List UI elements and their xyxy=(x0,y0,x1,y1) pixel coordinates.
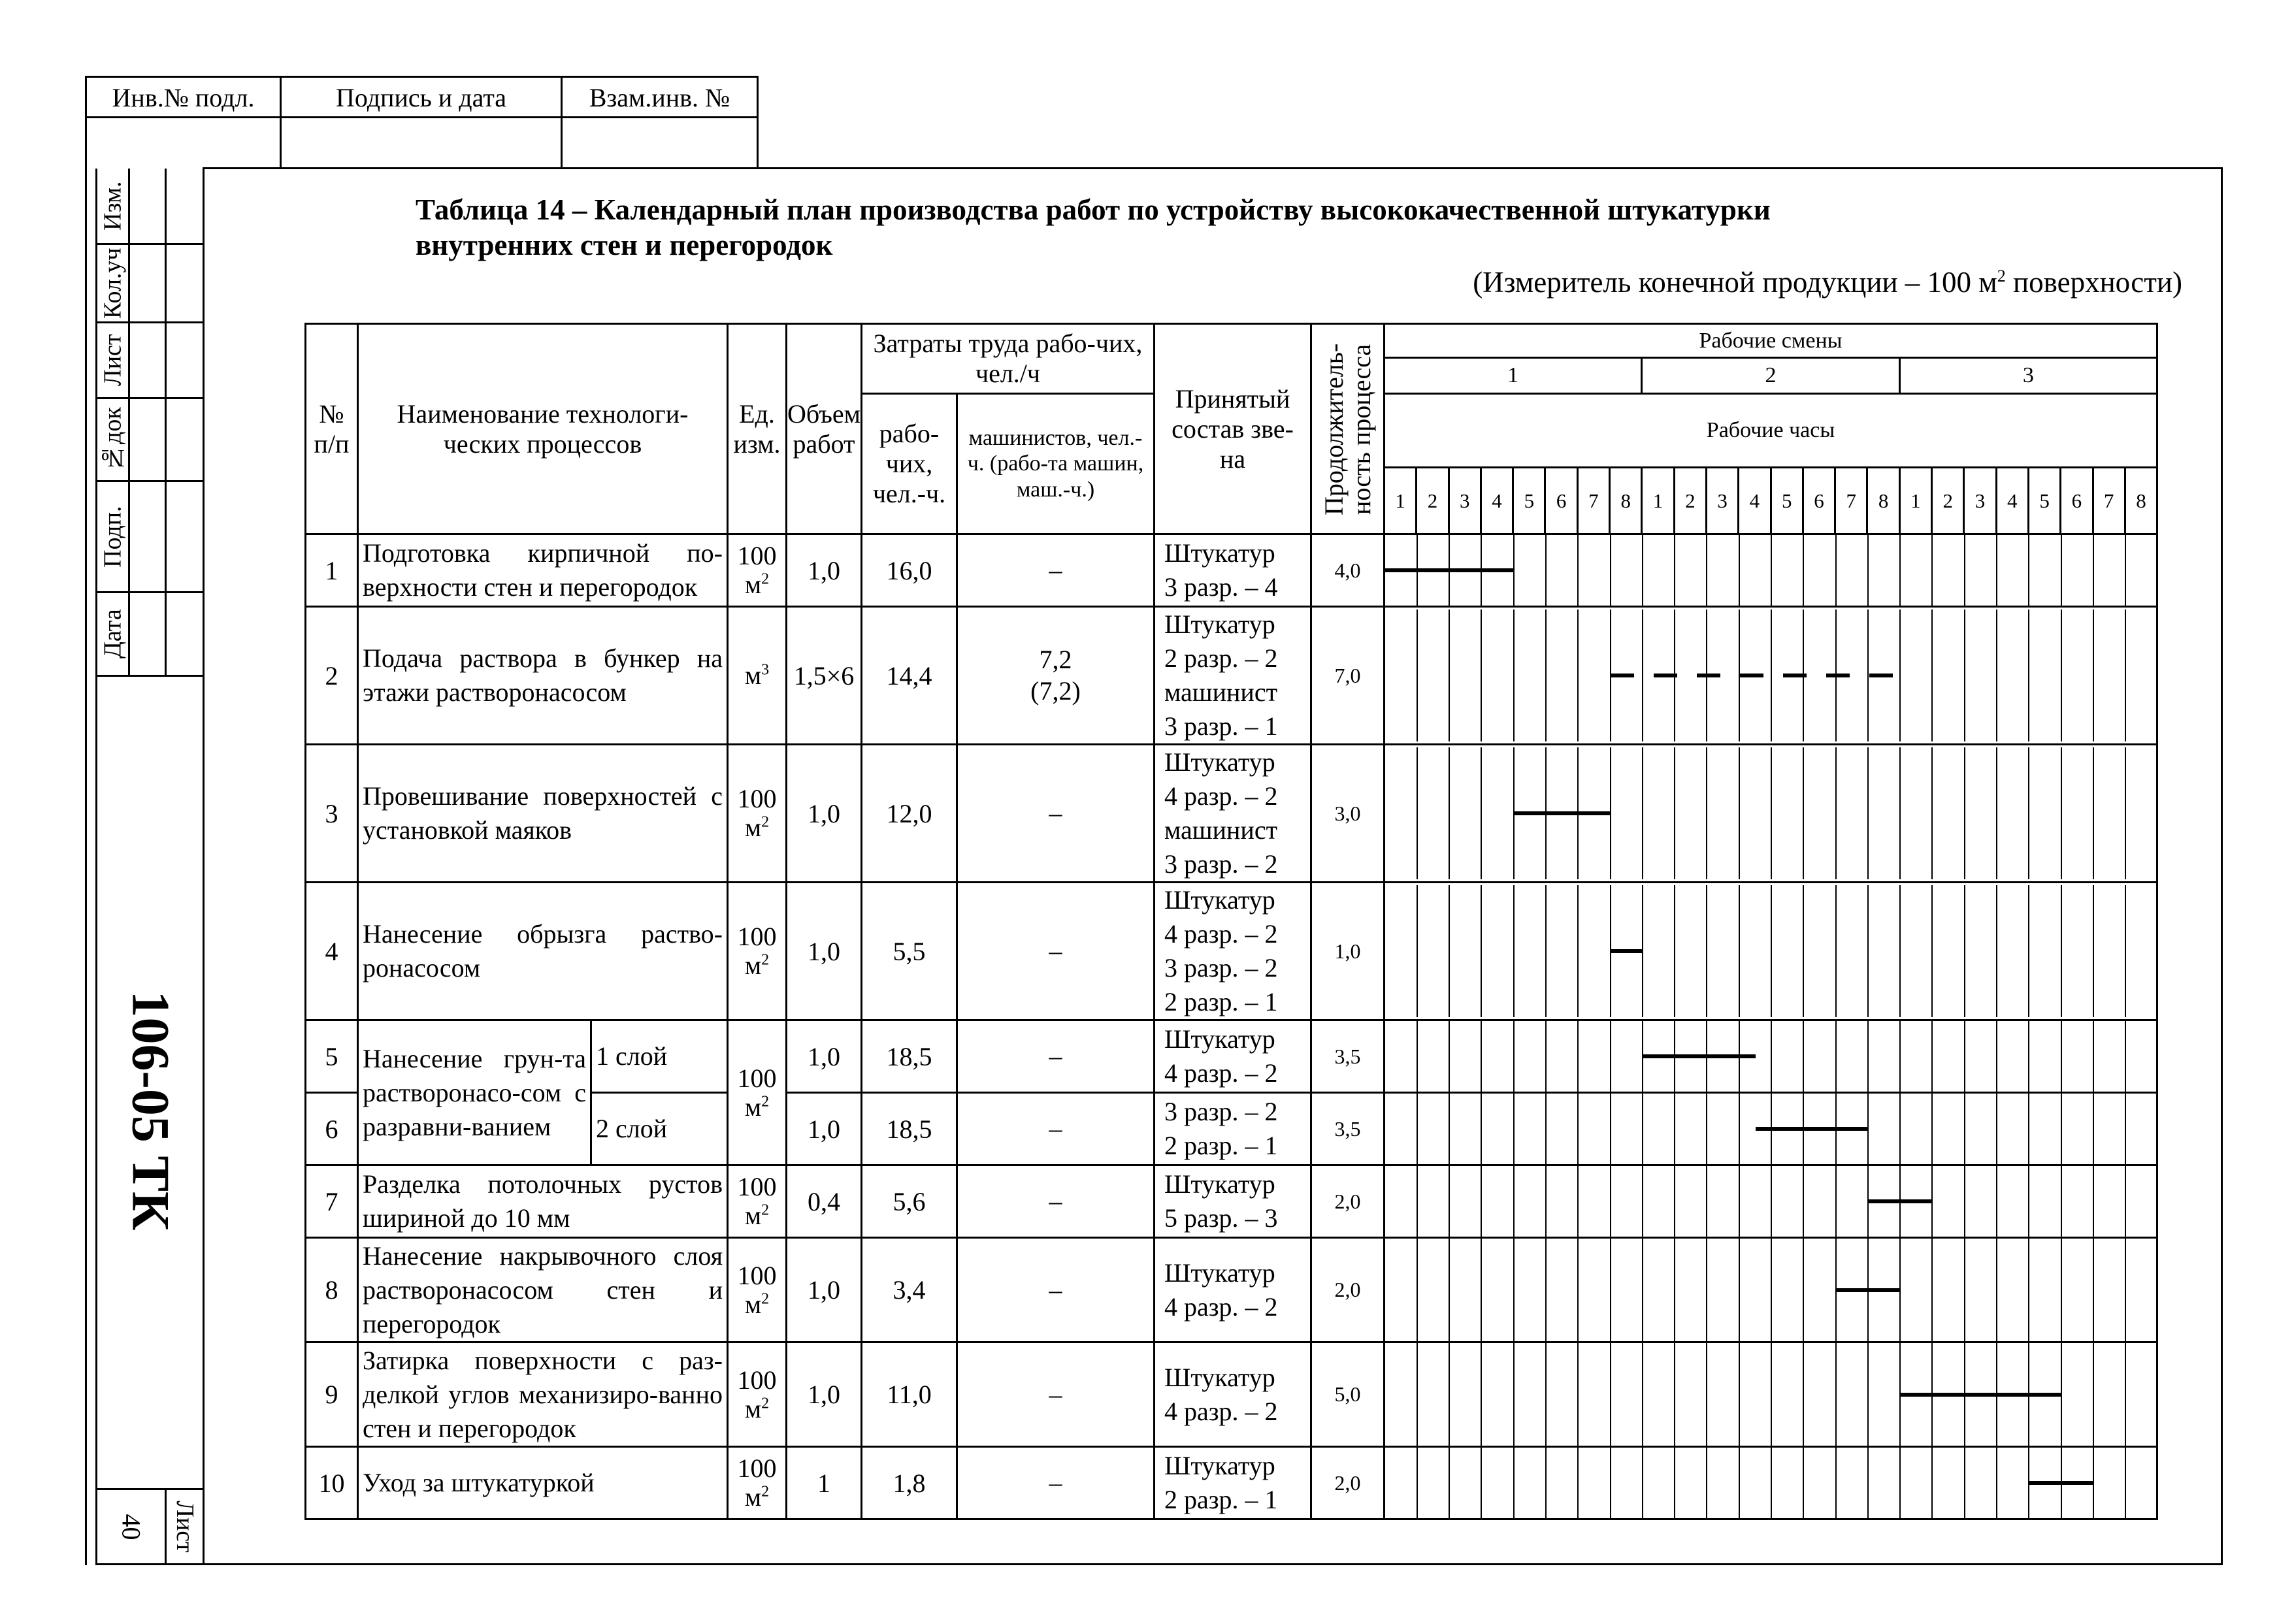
header-duration: Продолжитель-ность процесса xyxy=(1311,324,1385,534)
gantt-cell xyxy=(1385,1093,2157,1165)
hour-number: 5 xyxy=(2029,468,2061,533)
hour-number: 3 xyxy=(1965,468,1997,533)
unit-prefix: 100 xyxy=(737,1260,777,1290)
header-labor-workers: рабо-чих, чел.-ч. xyxy=(862,394,957,534)
hour-number: 2 xyxy=(1675,468,1707,533)
labor-workers-cell: 18,5 xyxy=(862,1093,957,1165)
crew-cell xyxy=(1155,1447,1311,1519)
unit-base: $м^2$ xyxy=(744,570,770,599)
unit-cell xyxy=(728,1342,787,1447)
header-name: Наименование технологи-ческих процессов xyxy=(358,324,728,534)
table-row xyxy=(306,745,2157,883)
hour-number: 3 xyxy=(1707,468,1739,533)
hour-number: 2 xyxy=(1417,468,1449,533)
hour-number: 1 xyxy=(1643,468,1675,533)
duration-cell: 7,0 xyxy=(1311,607,1385,745)
title-line-1: Таблица 14 – Календарный план производства работ по устройству высококачественной штукатурки xyxy=(416,193,1771,226)
unit-base: $м^3$ xyxy=(744,660,770,690)
crew-line: Штукатур xyxy=(1164,1451,1275,1480)
crew-line: Штукатур xyxy=(1164,747,1275,777)
row-number: 2 xyxy=(306,607,358,745)
hour-number: 1 xyxy=(1901,468,1933,533)
crew-line: 2 разр. – 2 xyxy=(1164,643,1278,673)
labor-workers-cell: 14,4 xyxy=(862,607,957,745)
crew-cell xyxy=(1155,534,1311,607)
header-labor-machinists: машинистов, чел.-ч. (рабо-та машин, маш.-ч.) xyxy=(957,394,1155,534)
crew-cell xyxy=(1155,1093,1311,1165)
crew-line: машинист xyxy=(1164,677,1278,707)
crew-line: 4 разр. – 2 xyxy=(1164,781,1278,811)
hour-number: 4 xyxy=(1997,468,2029,533)
crew-cell xyxy=(1155,745,1311,883)
hour-number: 5 xyxy=(1772,468,1804,533)
crew-cell xyxy=(1155,883,1311,1020)
layer-label: 2 слой xyxy=(591,1093,728,1165)
crew-line: Штукатур xyxy=(1164,1362,1275,1392)
table-row xyxy=(306,1020,2157,1093)
table-title xyxy=(416,192,1771,263)
gantt-bar xyxy=(1611,674,1901,677)
row-number: 5 xyxy=(306,1020,358,1093)
shift-number: 2 xyxy=(1643,359,1900,393)
hour-number: 2 xyxy=(1933,468,1965,533)
labor-machinists-cell: – xyxy=(957,1165,1155,1238)
gantt-bar xyxy=(1756,1127,1869,1131)
unit-base: $м^2$ xyxy=(744,1393,770,1423)
crew-line: Штукатур xyxy=(1164,885,1275,915)
sheet-label: Лист xyxy=(171,1501,199,1553)
gantt-bar xyxy=(1901,1393,2061,1397)
volume-cell: 1,0 xyxy=(787,745,862,883)
header-volume: Объем работ xyxy=(787,324,862,534)
hour-number: 6 xyxy=(2061,468,2093,533)
labor-workers-cell: 16,0 xyxy=(862,534,957,607)
row-number: 3 xyxy=(306,745,358,883)
volume-cell: 1,5×6 xyxy=(787,607,862,745)
unit-prefix: 100 xyxy=(737,541,777,570)
meter-note: (Измеритель конечной продукции – 100 $м^2$ поверхности) xyxy=(1473,266,2182,299)
labor-machinists-cell: – xyxy=(957,1020,1155,1093)
volume-cell: 1,0 xyxy=(787,1342,862,1447)
volume-cell: 1,0 xyxy=(787,1020,862,1093)
crew-line: 3 разр. – 2 xyxy=(1164,953,1278,983)
hour-number: 1 xyxy=(1385,468,1417,533)
crew-line: 4 разр. – 2 xyxy=(1164,1291,1278,1322)
hour-number: 6 xyxy=(1546,468,1578,533)
gantt-cell xyxy=(1385,1165,2157,1238)
unit-prefix: 100 xyxy=(737,1365,777,1395)
volume-cell: 0,4 xyxy=(787,1165,862,1238)
crew-line: 4 разр. – 2 xyxy=(1164,1396,1278,1426)
unit-cell xyxy=(728,534,787,607)
unit-cell xyxy=(728,1447,787,1519)
crew-line: 4 разр. – 2 xyxy=(1164,1058,1278,1088)
crew-cell xyxy=(1155,1020,1311,1093)
hour-number: 7 xyxy=(1836,468,1868,533)
duration-cell: 1,0 xyxy=(1311,883,1385,1020)
izm-label: Изм. xyxy=(99,181,127,231)
gantt-bar xyxy=(1836,1288,1901,1292)
row-number: 8 xyxy=(306,1238,358,1342)
labor-machinists-cell: – xyxy=(957,1342,1155,1447)
hour-number: 5 xyxy=(1514,468,1546,533)
table-row xyxy=(306,1238,2157,1342)
gantt-bar xyxy=(1385,568,1514,572)
duration-cell: 5,0 xyxy=(1311,1342,1385,1447)
process-name: Нанесение накрывочного слоя растворонасосом стен и перегородок xyxy=(358,1238,728,1342)
unit-cell xyxy=(728,1238,787,1342)
table-row xyxy=(306,534,2157,607)
hour-number: 8 xyxy=(1611,468,1643,533)
crew-line: Штукатур xyxy=(1164,1258,1275,1288)
hour-number: 8 xyxy=(2136,489,2146,512)
crew-cell xyxy=(1155,607,1311,745)
unit-prefix: 100 xyxy=(737,922,777,951)
process-name: Нанесение грун-та растворонасо-сом с разравни-ванием xyxy=(358,1020,591,1165)
podp-label: Подп. xyxy=(99,506,127,568)
gantt-bar xyxy=(1868,1199,1933,1203)
table-row xyxy=(306,1342,2157,1447)
crew-line: 3 разр. – 2 xyxy=(1164,849,1278,879)
vzam-inv-label: Взам.инв. № xyxy=(589,82,730,112)
volume-cell: 1 xyxy=(787,1447,862,1519)
shift-numbers-cell xyxy=(1385,358,2157,394)
gantt-bar xyxy=(1514,811,1611,815)
crew-line: Штукатур xyxy=(1164,609,1275,639)
calendar-plan-table xyxy=(304,323,2158,1520)
unit-cell xyxy=(728,607,787,745)
hour-number: 6 xyxy=(1804,468,1836,533)
gantt-cell xyxy=(1385,1447,2157,1519)
process-name: Нанесение обрызга раство-ронасосом xyxy=(358,883,728,1020)
crew-line: 3 разр. – 2 xyxy=(1164,1097,1278,1126)
unit-cell xyxy=(728,1165,787,1238)
kol-uch-label: Кол.уч xyxy=(99,248,127,319)
sheet-number: 40 xyxy=(116,1514,146,1540)
crew-cell xyxy=(1155,1165,1311,1238)
unit-base: $м^2$ xyxy=(744,813,770,842)
labor-machinists-cell: – xyxy=(957,1093,1155,1165)
gantt-cell xyxy=(1385,745,2157,883)
labor-workers-cell: 5,6 xyxy=(862,1165,957,1238)
unit-base: $м^2$ xyxy=(744,1092,770,1122)
labor-machinists-cell: – xyxy=(957,1238,1155,1342)
unit-cell xyxy=(728,883,787,1020)
layer-label: 1 слой xyxy=(591,1020,728,1093)
duration-cell: 3,5 xyxy=(1311,1020,1385,1093)
labor-workers-cell: 18,5 xyxy=(862,1020,957,1093)
duration-cell: 2,0 xyxy=(1311,1447,1385,1519)
header-hours: Рабочие часы xyxy=(1385,395,2156,468)
document-code: 106-05 ТК xyxy=(121,990,180,1231)
crew-line: 2 разр. – 1 xyxy=(1164,987,1278,1016)
hour-number: 4 xyxy=(1482,468,1514,533)
unit-prefix: 100 xyxy=(737,1453,777,1483)
unit-cell xyxy=(728,745,787,883)
gantt-bar xyxy=(2029,1481,2094,1485)
gantt-cell xyxy=(1385,607,2157,745)
process-name: Уход за штукатуркой xyxy=(358,1447,728,1519)
crew-line: машинист xyxy=(1164,815,1278,845)
gantt-cell xyxy=(1385,1238,2157,1342)
header-crew: Принятый состав зве-на xyxy=(1155,324,1311,534)
shift-number: 3 xyxy=(2022,363,2034,387)
labor-workers-cell: 3,4 xyxy=(862,1238,957,1342)
labor-workers-cell: 1,8 xyxy=(862,1447,957,1519)
volume-cell: 1,0 xyxy=(787,1238,862,1342)
data-label: Дата xyxy=(99,609,127,659)
gantt-cell xyxy=(1385,1020,2157,1093)
ndok-label: №док xyxy=(99,407,127,472)
gantt-bar xyxy=(1643,1054,1756,1058)
duration-cell: 2,0 xyxy=(1311,1238,1385,1342)
hour-number: 8 xyxy=(1868,468,1900,533)
duration-cell: 3,0 xyxy=(1311,745,1385,883)
gantt-cell xyxy=(1385,1342,2157,1447)
labor-machinists-cell: – xyxy=(957,534,1155,607)
signature-date-label: Подпись и дата xyxy=(335,82,507,112)
unit-base: $м^2$ xyxy=(744,950,770,980)
crew-line: 4 разр. – 2 xyxy=(1164,919,1278,949)
labor-machinists-cell: – xyxy=(957,745,1155,883)
crew-line: 5 разр. – 3 xyxy=(1164,1203,1278,1233)
labor-workers-cell: 5,5 xyxy=(862,883,957,1020)
header-labor: Затраты труда рабо-чих, чел./ч xyxy=(862,324,1155,394)
crew-line: 2 разр. – 1 xyxy=(1164,1485,1278,1514)
labor-workers-cell: 11,0 xyxy=(862,1342,957,1447)
table-body xyxy=(306,324,2157,1519)
process-name: Подготовка кирпичной по-верхности стен и перегородок xyxy=(358,534,728,607)
crew-line: Штукатур xyxy=(1164,1024,1275,1054)
crew-line: 2 разр. – 1 xyxy=(1164,1131,1278,1160)
crew-line: 3 разр. – 1 xyxy=(1164,711,1278,741)
process-name: Подача раствора в бункер на этажи растворонасосом xyxy=(358,607,728,745)
header-num: № п/п xyxy=(306,324,358,534)
crew-cell xyxy=(1155,1342,1311,1447)
row-number: 4 xyxy=(306,883,358,1020)
duration-cell: 2,0 xyxy=(1311,1165,1385,1238)
row-number: 6 xyxy=(306,1093,358,1165)
hour-number: 7 xyxy=(2094,468,2126,533)
row-number: 9 xyxy=(306,1342,358,1447)
crew-line: Штукатур xyxy=(1164,1169,1275,1199)
row-number: 1 xyxy=(306,534,358,607)
hour-number: 4 xyxy=(1739,468,1771,533)
volume-cell: 1,0 xyxy=(787,534,862,607)
inv-podl-label: Инв.№ подл. xyxy=(112,82,255,112)
hour-number: 7 xyxy=(1579,468,1611,533)
gantt-cell xyxy=(1385,883,2157,1020)
unit-base: $м^2$ xyxy=(744,1201,770,1230)
header-shifts: Рабочие смены xyxy=(1385,324,2157,358)
gantt-cell xyxy=(1385,534,2157,607)
table-row xyxy=(306,607,2157,745)
unit-base: $м^2$ xyxy=(744,1482,770,1512)
duration-cell: 4,0 xyxy=(1311,534,1385,607)
volume-cell: 1,0 xyxy=(787,883,862,1020)
process-name: Разделка потолочных рустов шириной до 10 мм xyxy=(358,1165,728,1238)
labor-machinists-cell: 7,2 (7,2) xyxy=(957,607,1155,745)
crew-line: 3 разр. – 4 xyxy=(1164,572,1278,602)
crew-line: Штукатур xyxy=(1164,538,1275,568)
title-line-2: внутренних стен и перегородок xyxy=(416,229,833,261)
row-number: 10 xyxy=(306,1447,358,1519)
gantt-bar xyxy=(1611,949,1643,953)
unit-cell xyxy=(728,1020,787,1165)
list-label: Лист xyxy=(99,334,127,387)
unit-prefix: 100 xyxy=(737,1172,777,1201)
row-number: 7 xyxy=(306,1165,358,1238)
header-unit: Ед. изм. xyxy=(728,324,787,534)
shift-number: 1 xyxy=(1385,359,1643,393)
unit-base: $м^2$ xyxy=(744,1289,770,1319)
labor-machinists-cell: – xyxy=(957,1447,1155,1519)
unit-prefix: 100 xyxy=(737,784,777,813)
duration-cell: 3,5 xyxy=(1311,1093,1385,1165)
hour-number: 3 xyxy=(1450,468,1482,533)
table-row xyxy=(306,1447,2157,1519)
unit-prefix: 100 xyxy=(737,1063,777,1093)
hours-cell xyxy=(1385,394,2157,534)
process-name: Затирка поверхности с раз-делкой углов механизиро-ванно стен и перегородок xyxy=(358,1342,728,1447)
process-name: Провешивание поверхностей с установкой маяков xyxy=(358,745,728,883)
labor-workers-cell: 12,0 xyxy=(862,745,957,883)
table-row xyxy=(306,883,2157,1020)
labor-machinists-cell: – xyxy=(957,883,1155,1020)
table-row xyxy=(306,1165,2157,1238)
volume-cell: 1,0 xyxy=(787,1093,862,1165)
crew-cell xyxy=(1155,1238,1311,1342)
